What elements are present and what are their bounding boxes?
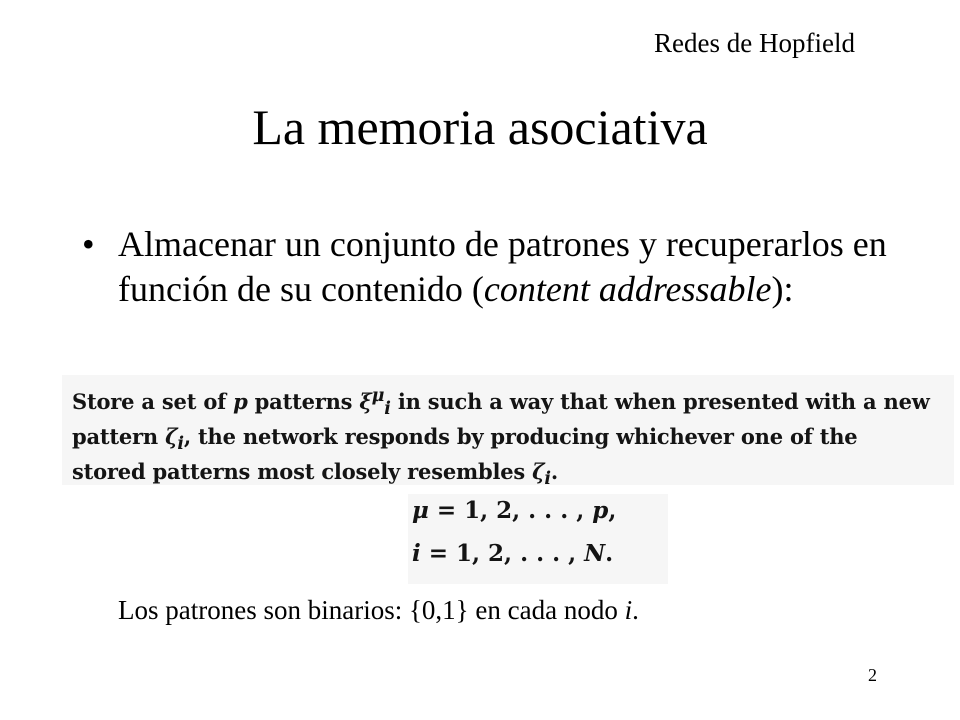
equation-mu bbox=[412, 497, 616, 524]
binary-patterns-note bbox=[118, 593, 639, 627]
bullet-text bbox=[118, 222, 902, 312]
quote-part: in such a way that when presented with a new pattern bbox=[72, 389, 930, 450]
slide-header-topic: Redes de Hopfield bbox=[654, 28, 855, 58]
bullet-item bbox=[82, 222, 902, 312]
equation-symbol: μ bbox=[412, 497, 429, 524]
equation-symbol: p bbox=[592, 497, 609, 524]
quote-symbol-i: i bbox=[544, 469, 551, 490]
quote-part: , the network responds by producing whichever one of the stored patterns most closely resembles bbox=[72, 424, 858, 485]
bullet-text-end: ): bbox=[771, 269, 794, 309]
page-number: 2 bbox=[868, 665, 877, 685]
bullet-marker: • bbox=[82, 224, 95, 264]
note-italic-i: i bbox=[624, 595, 633, 625]
bullet-text-italic: content addressable bbox=[483, 269, 772, 309]
equation-part: = 1, 2, . . . , bbox=[428, 497, 593, 524]
quote-symbol-i: i bbox=[177, 434, 184, 455]
quote-symbol-i: i bbox=[384, 399, 391, 420]
equation-part: = 1, 2, . . . , bbox=[420, 540, 585, 567]
note-text: Los patrones son binarios: {0,1} en cada nodo bbox=[118, 595, 625, 625]
quote-symbol-zeta: ζ bbox=[532, 459, 545, 485]
quote-part: patterns bbox=[247, 389, 360, 414]
equation-i bbox=[412, 540, 613, 567]
scanned-quote-text bbox=[72, 382, 932, 494]
quote-part: . bbox=[550, 459, 558, 485]
equation-symbol: N bbox=[584, 540, 606, 567]
slide-title: La memoria asociativa bbox=[252, 99, 708, 155]
quote-symbol-mu: μ bbox=[371, 386, 385, 406]
quote-part: Store a set of bbox=[72, 389, 234, 414]
equation-part: , bbox=[608, 497, 617, 524]
bullet-text-main: Almacenar un conjunto de patrones y recuperarlos en función de su contenido ( bbox=[118, 224, 887, 309]
quote-symbol-xi: ξ bbox=[359, 389, 372, 414]
quote-symbol-zeta: ζ bbox=[165, 424, 178, 450]
equation-symbol: i bbox=[412, 540, 421, 567]
note-end: . bbox=[632, 595, 639, 625]
equation-part: . bbox=[605, 540, 614, 567]
quote-symbol-p: p bbox=[233, 389, 248, 414]
